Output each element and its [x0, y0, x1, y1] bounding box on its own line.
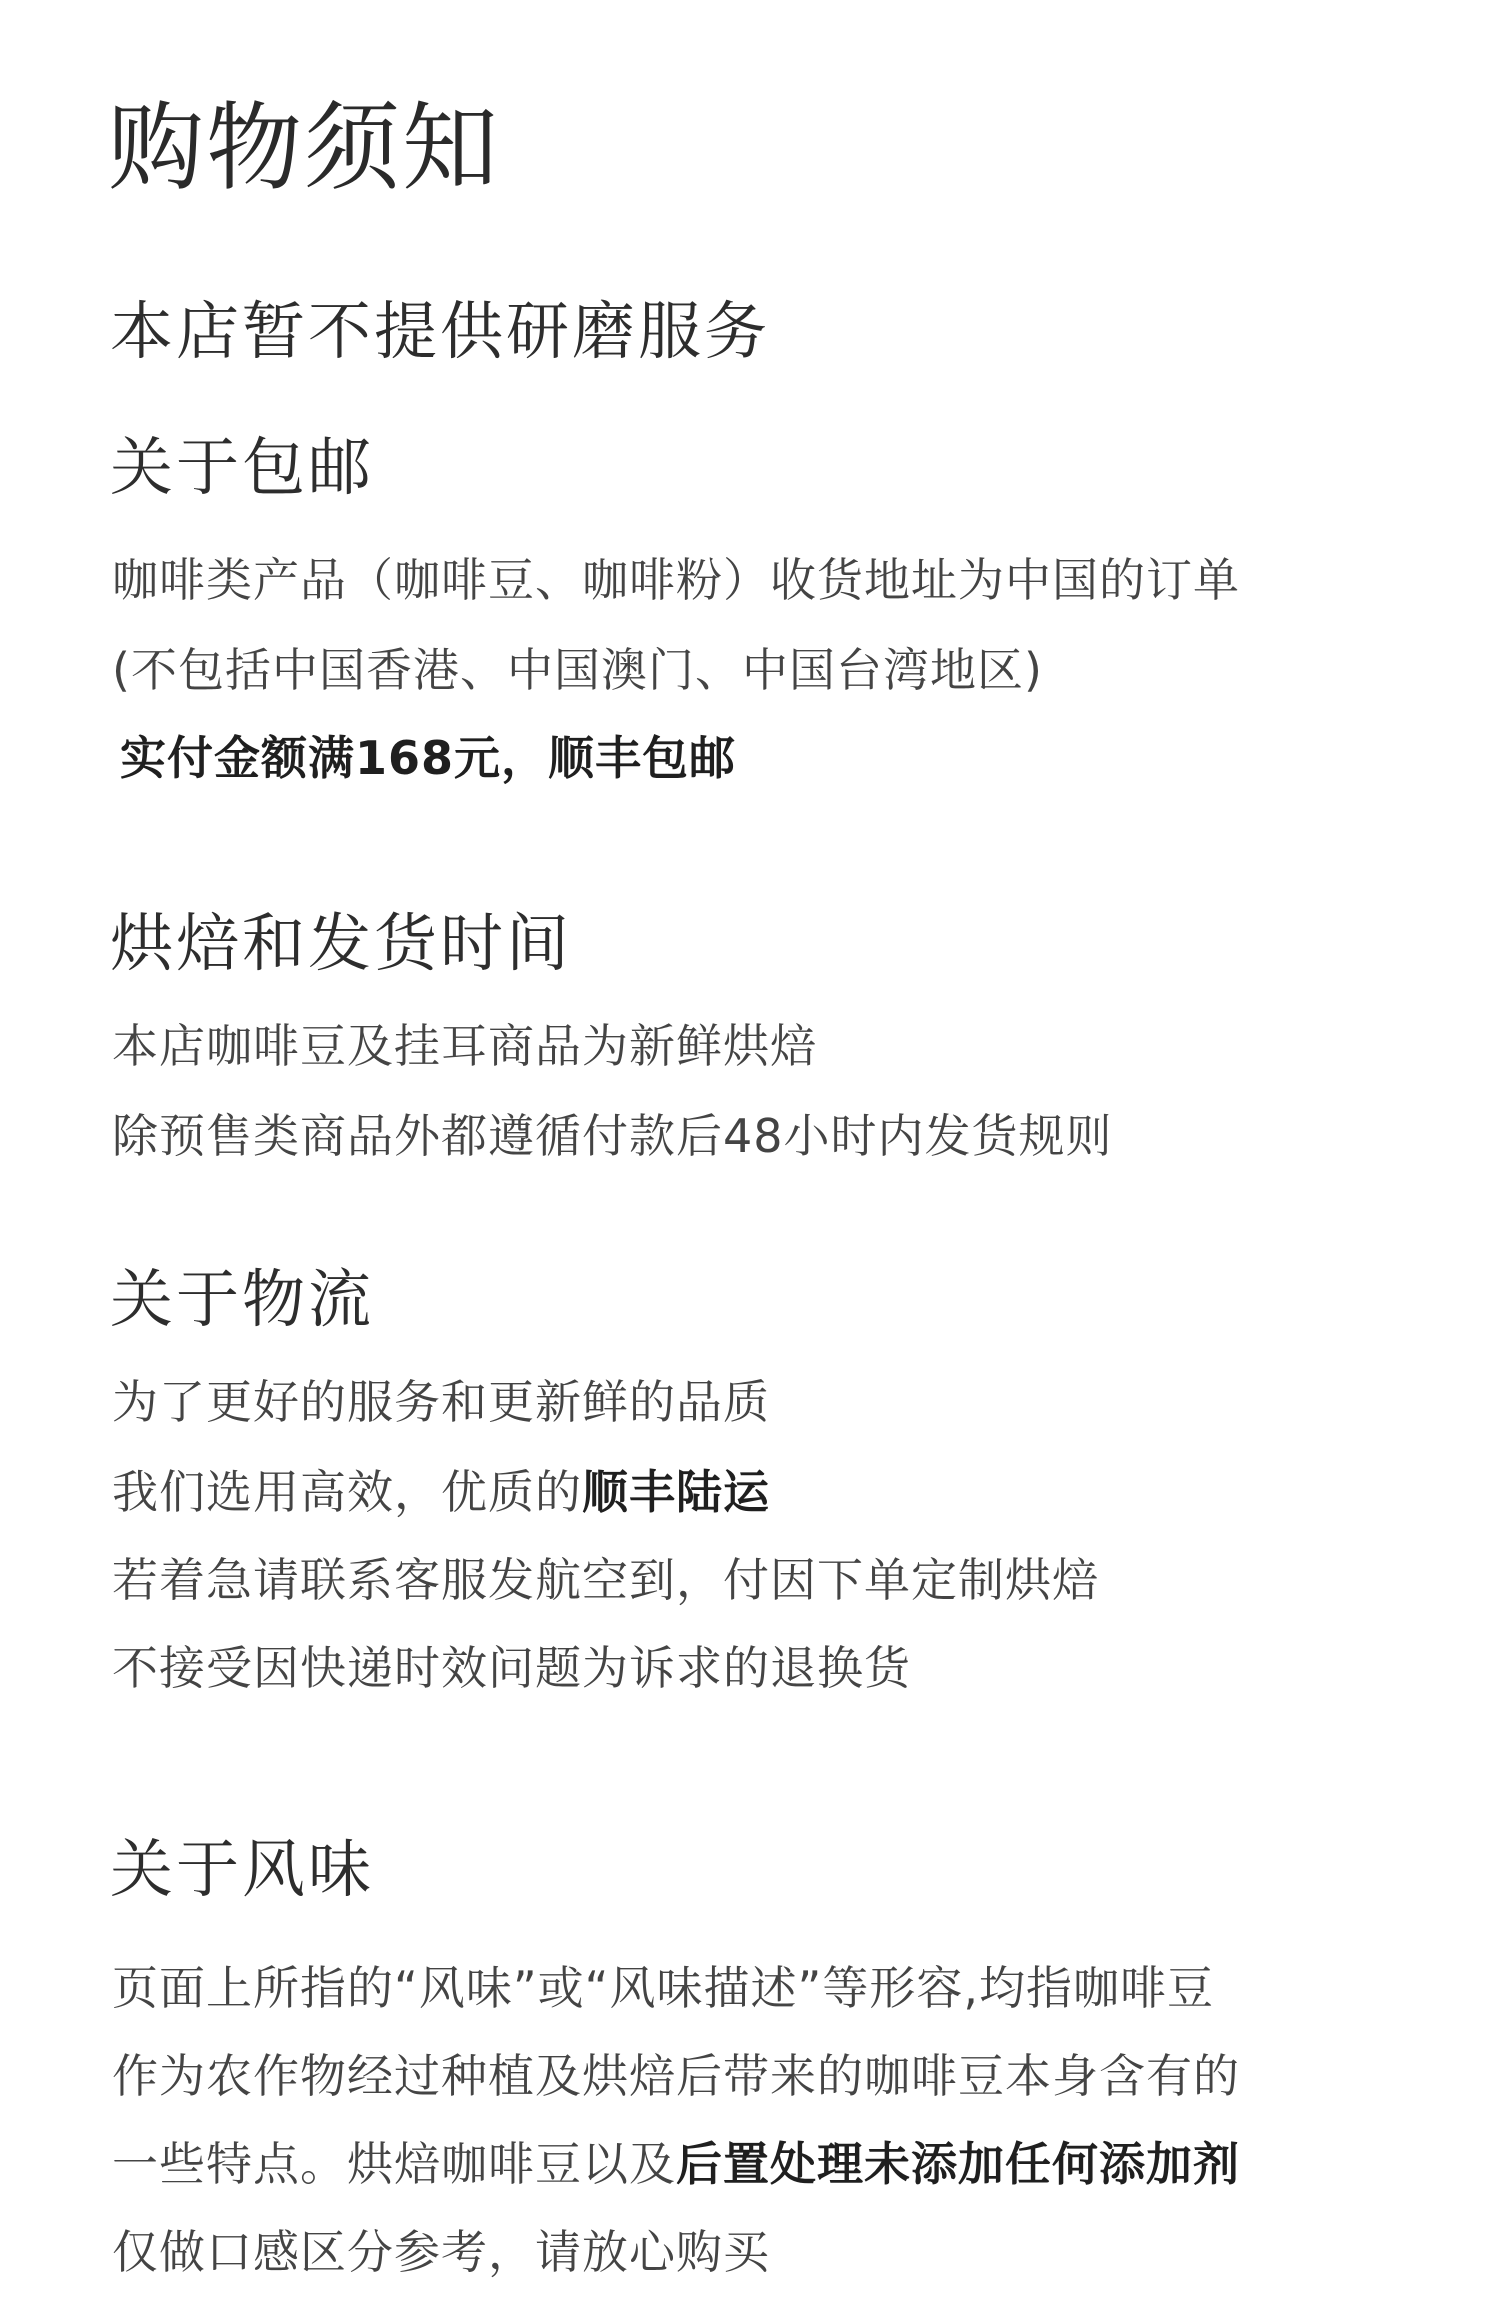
roasting-line-1: 本店咖啡豆及挂耳商品为新鲜烘焙: [112, 1019, 817, 1073]
logistics-line-1: 为了更好的服务和更新鲜的品质: [112, 1375, 770, 1429]
flavor-line-4: 仅做口感区分参考，请放心购买: [112, 2225, 770, 2279]
flavor-line-1: 页面上所指的“风味”或“风味描述”等形容,均指咖啡豆: [112, 1961, 1214, 2015]
flavor-line-2: 作为农作物经过种植及烘焙后带来的咖啡豆本身含有的: [112, 2049, 1240, 2103]
shipping-line-2: (不包括中国香港、中国澳门、中国台湾地区): [112, 643, 1043, 697]
shipping-heading: 关于包邮: [110, 431, 374, 504]
page-title: 购物须知: [108, 92, 500, 204]
logistics-heading: 关于物流: [110, 1263, 374, 1336]
logistics-line-2-text: 我们选用高效，优质的: [112, 1465, 582, 1519]
sf-land-transport: 顺丰陆运: [582, 1465, 770, 1519]
roasting-heading: 烘焙和发货时间: [110, 907, 572, 980]
flavor-line-3-text: 一些特点。烘焙咖啡豆以及: [112, 2137, 676, 2191]
grinding-notice: 本店暂不提供研磨服务: [110, 295, 770, 368]
logistics-line-2: [112, 1462, 770, 1522]
flavor-heading: 关于风味: [110, 1833, 374, 1906]
logistics-line-3: 若着急请联系客服发航空到，付因下单定制烘焙: [112, 1553, 1099, 1607]
shipping-line-3: 实付金额满168元，顺丰包邮: [120, 731, 737, 785]
no-additives-text: 后置处理未添加任何添加剂: [676, 2137, 1240, 2191]
flavor-line-3: [112, 2134, 1240, 2194]
roasting-line-2: 除预售类商品外都遵循付款后48小时内发货规则: [112, 1109, 1113, 1163]
logistics-line-4: 不接受因快递时效问题为诉求的退换货: [112, 1641, 911, 1695]
shipping-line-1: 咖啡类产品（咖啡豆、咖啡粉）收货地址为中国的订单: [112, 553, 1240, 607]
